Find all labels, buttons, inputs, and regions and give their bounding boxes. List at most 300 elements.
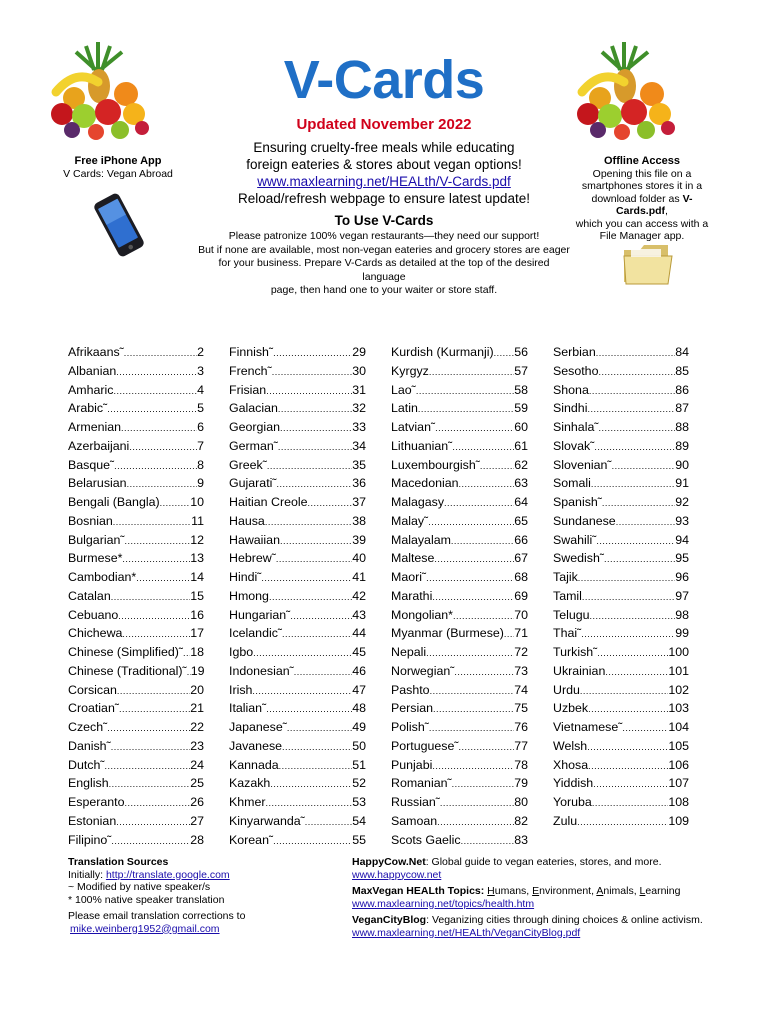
page-number: 16 bbox=[190, 607, 204, 622]
dot-leader bbox=[432, 757, 514, 776]
dot-leader bbox=[452, 775, 515, 794]
language-entry bbox=[553, 457, 689, 476]
vcards-pdf-link[interactable]: www.maxlearning.net/HEALth/V-Cards.pdf bbox=[257, 174, 511, 189]
dot-leader bbox=[582, 588, 675, 607]
language-name: Czech˜ bbox=[68, 720, 108, 734]
language-entry bbox=[229, 419, 366, 438]
language-entry bbox=[229, 569, 366, 588]
language-entry bbox=[391, 438, 528, 457]
language-entry bbox=[229, 475, 366, 494]
language-name: Vietnamese˜ bbox=[553, 720, 623, 734]
language-entry bbox=[391, 550, 528, 569]
pdf-filename: V-Cards.pdf bbox=[616, 192, 693, 217]
language-name: Spanish˜ bbox=[553, 495, 602, 509]
dot-leader bbox=[279, 757, 353, 776]
language-entry bbox=[391, 382, 528, 401]
page-number: 11 bbox=[191, 513, 204, 528]
language-column-4 bbox=[553, 344, 689, 832]
dot-leader bbox=[114, 457, 197, 476]
language-name: Kyrgyz bbox=[391, 363, 429, 378]
language-name: French˜ bbox=[229, 363, 272, 378]
language-entry bbox=[229, 550, 366, 569]
dot-leader bbox=[252, 682, 352, 701]
language-name: Pashto bbox=[391, 682, 430, 697]
language-name: Tamil bbox=[553, 588, 582, 603]
dot-leader bbox=[113, 513, 191, 532]
page-number: 90 bbox=[675, 457, 689, 472]
language-name: Malay˜ bbox=[391, 513, 429, 528]
language-entry bbox=[553, 550, 689, 569]
language-name: Irish bbox=[229, 682, 253, 697]
page-number: 62 bbox=[514, 457, 528, 472]
offline-access-title: Offline Access bbox=[603, 155, 680, 167]
page-number: 96 bbox=[675, 570, 689, 584]
language-entry bbox=[68, 588, 204, 607]
dot-leader bbox=[432, 588, 514, 607]
language-name: Maltese bbox=[391, 551, 435, 566]
language-entry bbox=[391, 832, 528, 851]
smartphone-icon bbox=[88, 193, 150, 257]
language-name: Malayalam bbox=[391, 532, 451, 547]
language-name: Cambodian* bbox=[68, 570, 137, 584]
language-entry bbox=[391, 813, 528, 832]
dot-leader bbox=[116, 813, 190, 832]
language-name: Xhosa bbox=[553, 757, 589, 772]
page-number: 67 bbox=[514, 551, 528, 566]
language-entry bbox=[229, 644, 366, 663]
offline-access-panel bbox=[566, 155, 718, 243]
page-number: 84 bbox=[675, 345, 689, 359]
page-number: 43 bbox=[352, 607, 366, 622]
language-name: Sundanese bbox=[553, 513, 616, 528]
page-number: 97 bbox=[675, 588, 689, 603]
dot-leader bbox=[278, 438, 352, 457]
dot-leader bbox=[280, 419, 352, 438]
page-number: 77 bbox=[514, 738, 528, 753]
page-number: 44 bbox=[352, 626, 366, 641]
dot-leader bbox=[593, 775, 668, 794]
language-name: Shona bbox=[553, 382, 589, 397]
language-entry bbox=[391, 775, 528, 794]
language-entry bbox=[553, 588, 689, 607]
page-number: 72 bbox=[514, 645, 528, 659]
language-name: Esperanto bbox=[68, 795, 125, 809]
language-entry bbox=[553, 625, 689, 644]
page-number: 85 bbox=[675, 363, 689, 378]
page-number: 38 bbox=[352, 513, 366, 528]
page-number: 9 bbox=[197, 476, 204, 491]
translation-sources bbox=[68, 856, 308, 935]
dot-leader bbox=[578, 569, 675, 588]
page-number: 82 bbox=[514, 813, 528, 828]
language-name: Sindhi bbox=[553, 401, 588, 416]
language-entry bbox=[391, 794, 528, 813]
dot-leader bbox=[119, 700, 190, 719]
page-number: 74 bbox=[514, 682, 528, 697]
initially-line bbox=[68, 869, 308, 882]
language-name: Danish˜ bbox=[68, 738, 111, 753]
dot-leader bbox=[437, 813, 514, 832]
language-name: Malagasy bbox=[391, 495, 445, 509]
maxvegan-initial: E bbox=[532, 885, 540, 897]
vegancityblog-line bbox=[352, 914, 712, 927]
language-name: Chinese (Traditional)˜ bbox=[68, 663, 187, 678]
page-number: 8 bbox=[197, 457, 204, 472]
language-name: Myanmar (Burmese) bbox=[391, 626, 504, 641]
iphone-app-panel bbox=[40, 155, 196, 180]
language-name: Basque˜ bbox=[68, 457, 115, 472]
offline-access-text: download folder as bbox=[591, 192, 683, 205]
language-name: Dutch˜ bbox=[68, 757, 105, 772]
language-name: Italian˜ bbox=[229, 701, 267, 716]
dot-leader bbox=[266, 382, 352, 401]
language-entry bbox=[553, 738, 689, 757]
language-name: Burmese* bbox=[68, 551, 123, 566]
language-name: Serbian bbox=[553, 345, 596, 359]
language-entry bbox=[68, 363, 204, 382]
dot-leader bbox=[117, 682, 190, 701]
page-number: 53 bbox=[352, 795, 366, 809]
dot-leader bbox=[588, 700, 668, 719]
language-entry bbox=[391, 400, 528, 419]
language-entry bbox=[391, 569, 528, 588]
language-name: Telugu bbox=[553, 607, 590, 622]
dot-leader bbox=[429, 363, 514, 382]
language-entry bbox=[553, 400, 689, 419]
language-name: Indonesian˜ bbox=[229, 663, 294, 678]
dot-leader bbox=[592, 794, 668, 813]
language-entry bbox=[229, 607, 366, 626]
language-name: Tajik bbox=[553, 570, 578, 584]
dot-leader bbox=[277, 475, 353, 494]
page-number: 69 bbox=[514, 588, 528, 603]
page-number: 98 bbox=[675, 607, 689, 622]
email-link[interactable]: mike.weinberg1952@gmail.com bbox=[70, 922, 220, 935]
language-entry bbox=[229, 625, 366, 644]
language-entry bbox=[553, 419, 689, 438]
dot-leader bbox=[504, 625, 514, 644]
page-number: 99 bbox=[675, 626, 689, 641]
language-entry bbox=[553, 682, 689, 701]
language-name: Uzbek bbox=[553, 701, 589, 716]
language-name: Slovenian˜ bbox=[553, 457, 612, 472]
language-name: Belarusian bbox=[68, 476, 127, 491]
language-name: Catalan bbox=[68, 588, 111, 603]
page-number: 59 bbox=[514, 401, 528, 416]
language-entry bbox=[229, 588, 366, 607]
dot-leader bbox=[577, 813, 668, 832]
language-entry bbox=[391, 757, 528, 776]
dot-leader bbox=[111, 832, 190, 851]
language-entry bbox=[553, 475, 689, 494]
page-number: 80 bbox=[514, 795, 528, 809]
page-number: 68 bbox=[514, 570, 528, 584]
language-name: Samoan bbox=[391, 813, 438, 828]
page-number: 50 bbox=[352, 738, 366, 753]
legend-native: * 100% native speaker translation bbox=[68, 893, 225, 906]
language-name: Bulgarian˜ bbox=[68, 532, 125, 547]
page-number: 79 bbox=[514, 776, 528, 791]
language-entry bbox=[553, 775, 689, 794]
page-number: 47 bbox=[352, 682, 366, 697]
dot-leader bbox=[282, 625, 352, 644]
offline-access-line: smartphones stores it in a bbox=[581, 180, 703, 192]
use-line: But if none are available, most non-vegan eateries and grocery stores are eager bbox=[198, 243, 570, 256]
language-entry bbox=[553, 438, 689, 457]
language-name: Kannada bbox=[229, 757, 279, 772]
language-entry bbox=[553, 700, 689, 719]
dot-leader bbox=[604, 550, 675, 569]
dot-leader bbox=[454, 663, 514, 682]
google-translate-link[interactable]: http://translate.google.com bbox=[105, 868, 230, 881]
language-entry bbox=[229, 494, 366, 513]
language-name: Sinhala˜ bbox=[553, 420, 599, 434]
page-title: V-Cards bbox=[283, 50, 485, 110]
language-name: Finnish˜ bbox=[229, 345, 274, 359]
page-number: 70 bbox=[514, 607, 528, 622]
dot-leader bbox=[267, 457, 352, 476]
language-name: Azerbaijani bbox=[68, 438, 130, 453]
page-number: 95 bbox=[675, 551, 689, 566]
language-name: Marathi bbox=[391, 588, 433, 603]
language-entry bbox=[68, 438, 204, 457]
dot-leader bbox=[459, 475, 515, 494]
language-entry bbox=[68, 457, 204, 476]
dot-leader bbox=[616, 513, 676, 532]
language-entry bbox=[553, 663, 689, 682]
dot-leader bbox=[440, 794, 514, 813]
page-number: 104 bbox=[668, 720, 689, 734]
section-title-use-vcards: To Use V-Cards bbox=[334, 213, 434, 228]
language-name: Luxembourgish˜ bbox=[391, 457, 480, 472]
page-number: 2 bbox=[197, 345, 204, 359]
language-entry bbox=[229, 532, 366, 551]
language-name: Kazakh bbox=[229, 776, 271, 791]
page-number: 103 bbox=[668, 701, 689, 716]
maxvegan-title: MaxVegan HEALth Topics: bbox=[352, 885, 485, 897]
dot-leader bbox=[589, 382, 675, 401]
language-name: Galacian bbox=[229, 401, 278, 416]
language-entry bbox=[391, 588, 528, 607]
vegancityblog-link[interactable]: www.maxlearning.net/HEALth/VeganCityBlog.pdf bbox=[352, 926, 581, 939]
dot-leader bbox=[111, 588, 190, 607]
language-entry bbox=[68, 757, 204, 776]
language-column-3 bbox=[391, 344, 528, 850]
language-name: Punjabi bbox=[391, 757, 433, 772]
page-number: 83 bbox=[514, 832, 528, 847]
page-number: 106 bbox=[668, 757, 689, 772]
language-entry bbox=[553, 494, 689, 513]
page-number: 34 bbox=[352, 438, 366, 453]
dot-leader bbox=[160, 494, 191, 513]
translation-sources-title: Translation Sources bbox=[68, 856, 169, 868]
dot-leader bbox=[308, 494, 353, 513]
language-entry bbox=[391, 700, 528, 719]
page-number: 88 bbox=[675, 420, 689, 434]
intro bbox=[196, 139, 572, 207]
page-number: 71 bbox=[514, 626, 528, 641]
language-entry bbox=[68, 550, 204, 569]
offline-access-text: , bbox=[665, 205, 668, 217]
language-entry bbox=[68, 813, 204, 832]
language-name: Scots Gaelic bbox=[391, 832, 461, 847]
dot-leader bbox=[122, 625, 190, 644]
language-name: German˜ bbox=[229, 438, 278, 453]
use-line: Please patronize 100% vegan restaurants—they need our support! bbox=[228, 230, 540, 242]
language-entry bbox=[391, 532, 528, 551]
language-entry bbox=[553, 813, 689, 832]
language-entry bbox=[391, 625, 528, 644]
maxvegan-text: nimals, bbox=[603, 885, 640, 897]
language-name: Mongolian* bbox=[391, 607, 453, 622]
language-name: Albanian bbox=[68, 363, 117, 378]
dot-leader bbox=[261, 569, 352, 588]
page-number: 33 bbox=[352, 420, 366, 434]
dot-leader bbox=[105, 757, 191, 776]
page-number: 89 bbox=[675, 438, 689, 453]
dot-leader bbox=[124, 344, 197, 363]
dot-leader bbox=[480, 457, 514, 476]
legend-modified: ~ Modified by native speaker/s bbox=[68, 881, 211, 893]
dot-leader bbox=[598, 363, 675, 382]
language-entry bbox=[229, 794, 366, 813]
page-number: 45 bbox=[352, 645, 366, 659]
dot-leader bbox=[453, 607, 514, 626]
language-name: Latvian˜ bbox=[391, 420, 436, 434]
page-number: 12 bbox=[190, 532, 204, 547]
language-entry bbox=[68, 794, 204, 813]
language-entry bbox=[391, 363, 528, 382]
language-name: Japanese˜ bbox=[229, 720, 287, 734]
vegancityblog-text: : Veganizing cities through dining choices & online activism. bbox=[426, 914, 703, 926]
page-number: 3 bbox=[197, 363, 204, 378]
dot-leader bbox=[596, 532, 675, 551]
language-name: Thai˜ bbox=[553, 626, 582, 641]
page-number: 41 bbox=[352, 570, 366, 584]
dot-leader bbox=[459, 738, 515, 757]
language-entry bbox=[229, 738, 366, 757]
language-entry bbox=[229, 438, 366, 457]
language-entry bbox=[68, 738, 204, 757]
iphone-app-subtitle: V Cards: Vegan Abroad bbox=[63, 167, 173, 180]
language-entry bbox=[68, 513, 204, 532]
dot-leader bbox=[605, 663, 668, 682]
language-entry bbox=[68, 344, 204, 363]
dot-leader bbox=[612, 457, 676, 476]
dot-leader bbox=[597, 644, 668, 663]
dot-leader bbox=[580, 682, 668, 701]
language-entry bbox=[68, 400, 204, 419]
language-entry bbox=[391, 607, 528, 626]
use-instructions bbox=[196, 230, 572, 298]
dot-leader bbox=[273, 344, 352, 363]
page-number: 108 bbox=[668, 795, 689, 809]
language-name: Bosnian bbox=[68, 513, 113, 528]
page-number: 37 bbox=[352, 495, 366, 509]
dot-leader bbox=[136, 569, 190, 588]
page-number: 102 bbox=[668, 682, 689, 697]
page-number: 55 bbox=[352, 832, 366, 847]
page-number: 51 bbox=[352, 757, 366, 772]
page-number: 40 bbox=[352, 551, 366, 566]
page-number: 93 bbox=[675, 513, 689, 528]
language-name: Kurdish (Kurmanji) bbox=[391, 345, 494, 359]
dot-leader bbox=[596, 344, 675, 363]
page-number: 23 bbox=[190, 738, 204, 753]
language-entry bbox=[553, 644, 689, 663]
maxvegan-line bbox=[352, 885, 712, 898]
language-name: Georgian bbox=[229, 420, 280, 434]
initially-label: Initially: bbox=[68, 868, 106, 881]
language-name: Armenian bbox=[68, 420, 122, 434]
language-name: Amharic bbox=[68, 382, 114, 397]
page-number: 13 bbox=[190, 551, 204, 566]
language-name: Frisian bbox=[229, 382, 267, 397]
language-name: Corsican bbox=[68, 682, 117, 697]
language-name: Kinyarwanda˜ bbox=[229, 813, 305, 828]
page-number: 107 bbox=[668, 776, 689, 791]
language-name: Slovak˜ bbox=[553, 438, 595, 453]
offline-access-line bbox=[566, 193, 718, 218]
language-entry bbox=[391, 682, 528, 701]
language-entry bbox=[391, 494, 528, 513]
dot-leader bbox=[451, 532, 514, 551]
language-entry bbox=[229, 457, 366, 476]
dot-leader bbox=[590, 607, 676, 626]
language-name: Chichewa bbox=[68, 626, 123, 641]
page-number: 25 bbox=[190, 776, 204, 791]
language-entry bbox=[229, 382, 366, 401]
language-entry bbox=[391, 344, 528, 363]
language-entry bbox=[68, 382, 204, 401]
language-entry bbox=[229, 400, 366, 419]
language-entry bbox=[229, 832, 366, 851]
language-name: Latin bbox=[391, 401, 418, 416]
language-name: Haitian Creole bbox=[229, 495, 308, 509]
offline-access-line: which you can access with a bbox=[575, 217, 709, 230]
page-number: 21 bbox=[190, 701, 204, 716]
language-entry bbox=[553, 569, 689, 588]
page-number: 101 bbox=[668, 663, 689, 678]
dot-leader bbox=[602, 494, 675, 513]
happycow-link[interactable]: www.happycow.net bbox=[352, 868, 442, 881]
page-number: 20 bbox=[190, 682, 204, 697]
dot-leader bbox=[265, 513, 352, 532]
language-name: Hmong bbox=[229, 588, 269, 603]
page-number: 31 bbox=[352, 382, 366, 397]
dot-leader bbox=[124, 532, 190, 551]
page-number: 52 bbox=[352, 776, 366, 791]
page-number: 92 bbox=[675, 495, 689, 509]
language-name: Zulu bbox=[553, 813, 578, 828]
resources bbox=[352, 856, 712, 939]
page-number: 7 bbox=[197, 438, 204, 453]
dot-leader bbox=[426, 569, 514, 588]
happycow-title: HappyCow.Net bbox=[352, 856, 426, 868]
dot-leader bbox=[183, 644, 190, 663]
iphone-app-title: Free iPhone App bbox=[74, 155, 162, 167]
page-number: 26 bbox=[190, 795, 204, 809]
language-entry bbox=[68, 832, 204, 851]
happycow-line bbox=[352, 856, 712, 869]
language-name: Cebuano bbox=[68, 607, 119, 622]
dot-leader bbox=[433, 700, 514, 719]
language-entry bbox=[68, 494, 204, 513]
dot-leader bbox=[266, 794, 353, 813]
maxvegan-link[interactable]: www.maxlearning.net/topics/health.htm bbox=[352, 897, 535, 910]
dot-leader bbox=[588, 757, 668, 776]
language-entry bbox=[391, 644, 528, 663]
